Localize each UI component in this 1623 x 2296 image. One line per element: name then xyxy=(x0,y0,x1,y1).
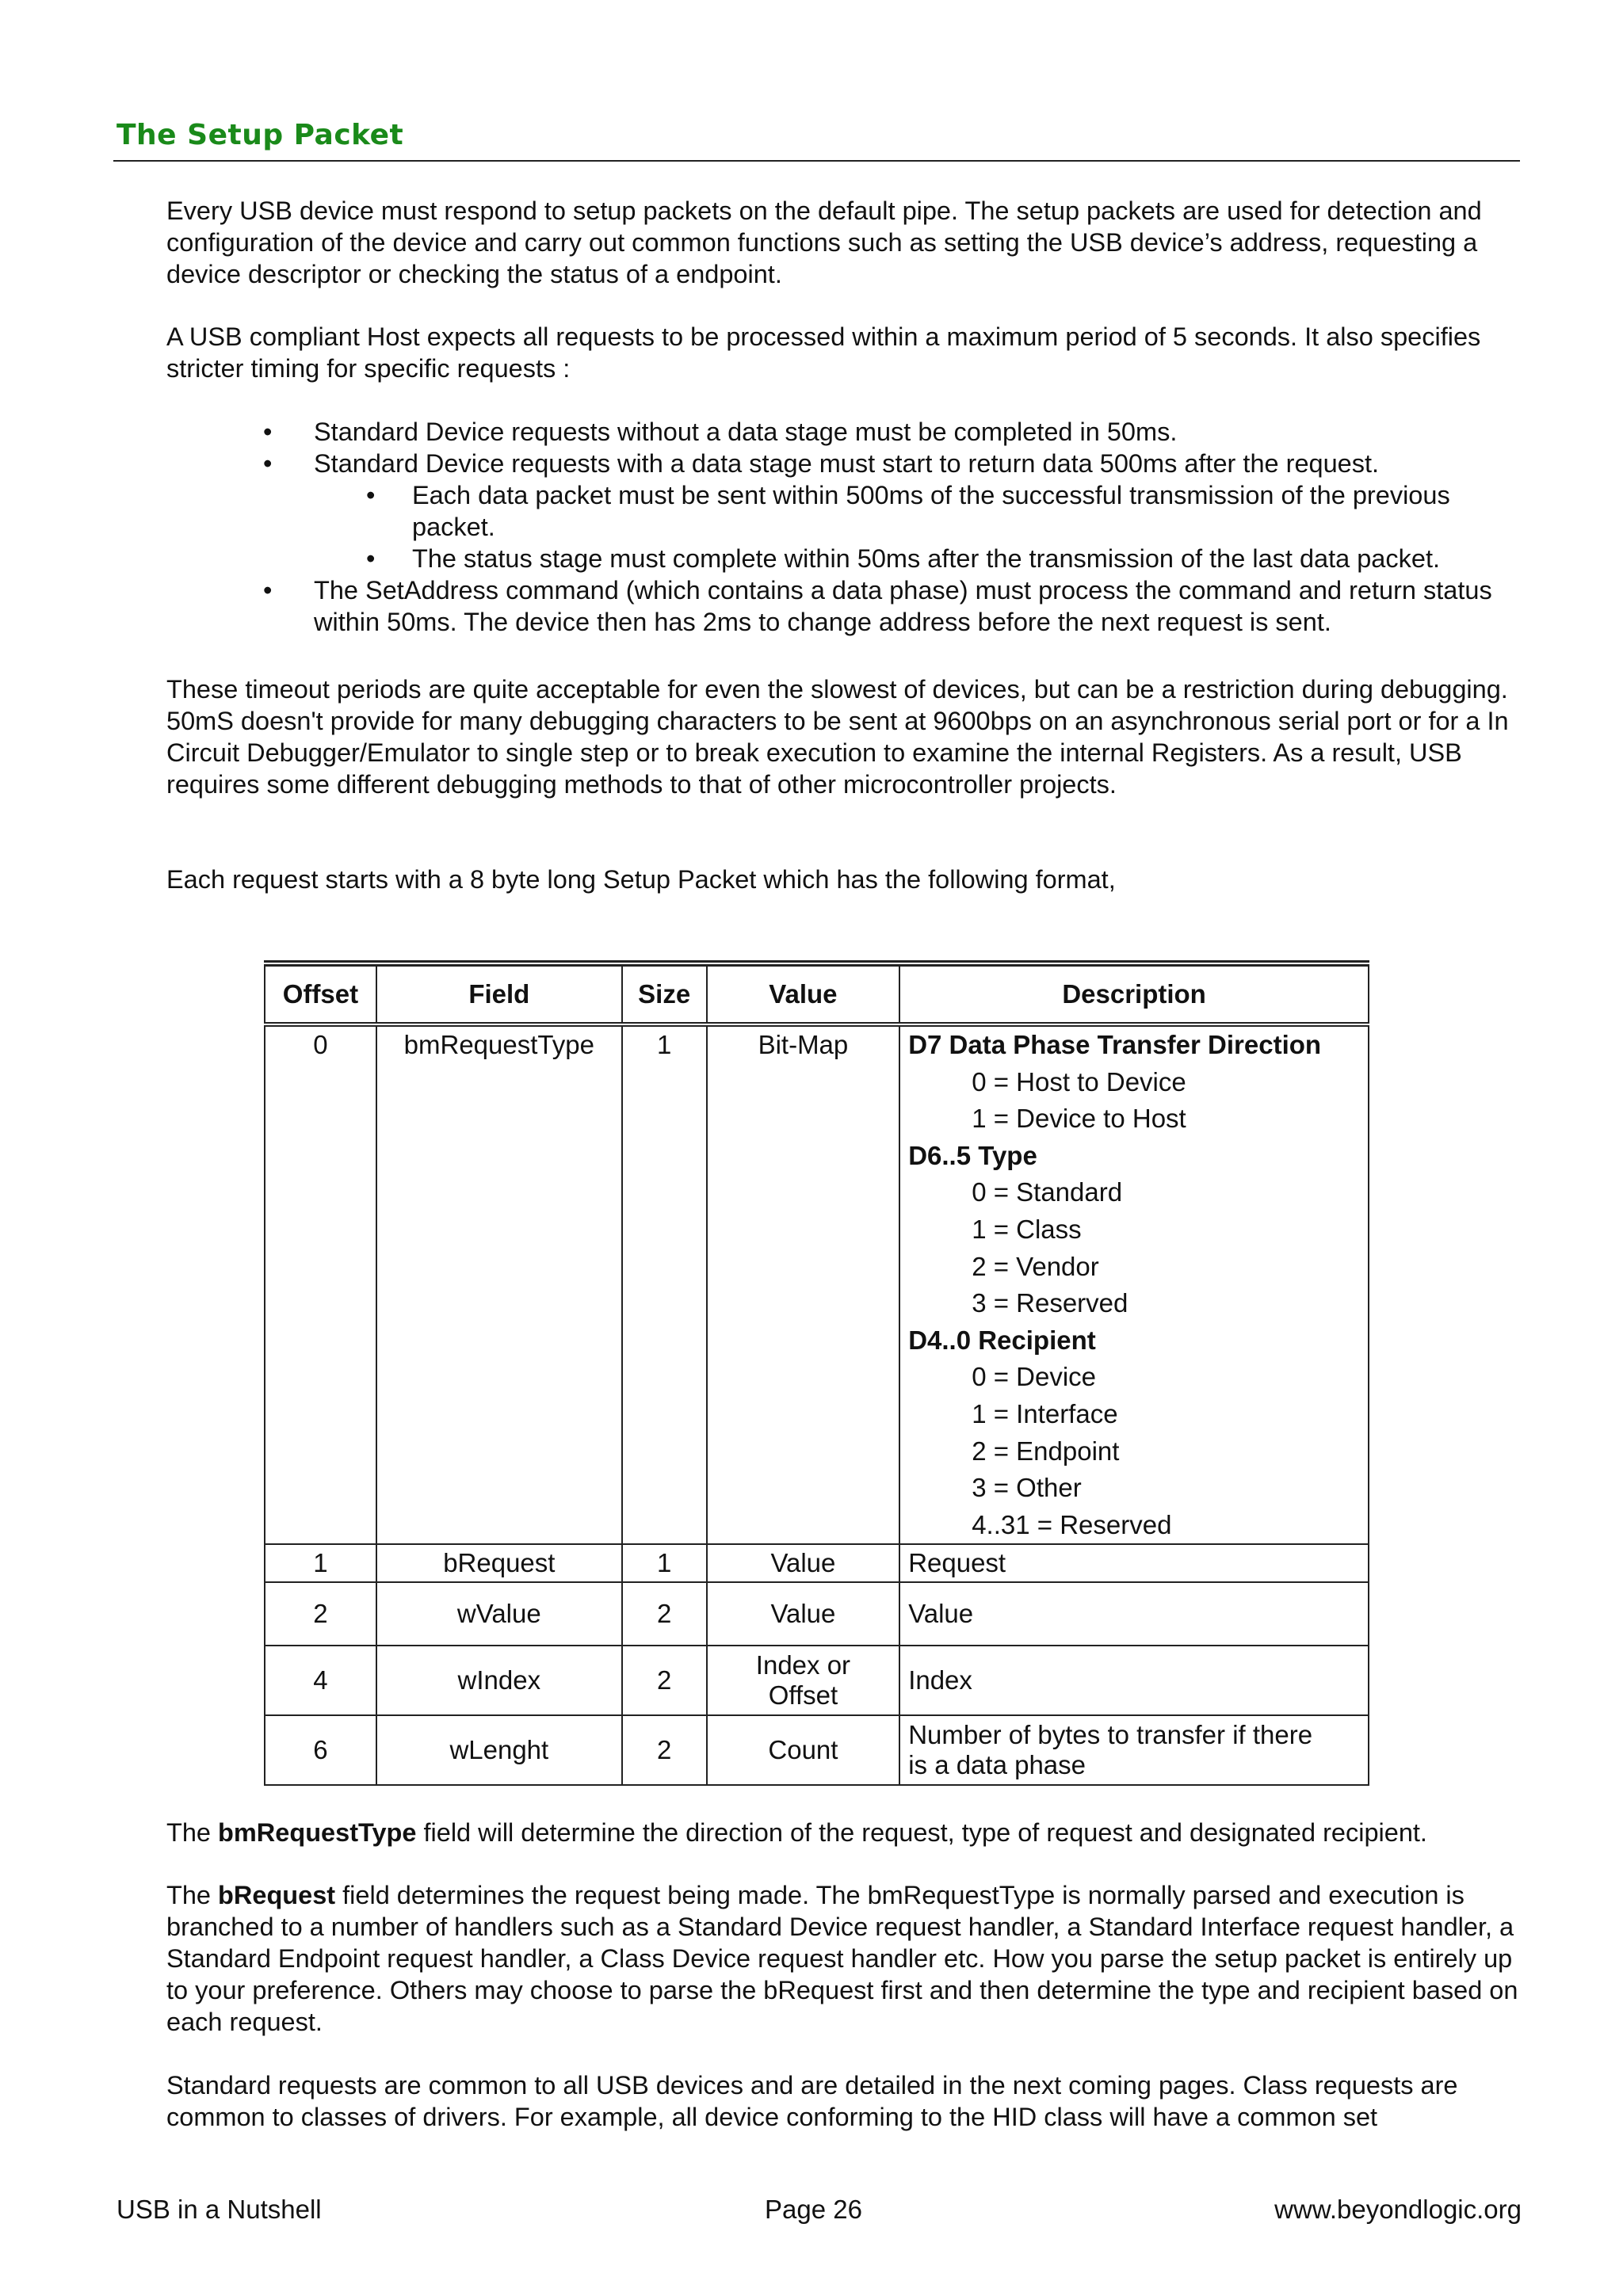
cell-description: Value xyxy=(899,1582,1369,1646)
cell-size: 1 xyxy=(622,1024,707,1544)
bullet-text: Standard Device requests with a data stage must start to return data 500ms after the request. xyxy=(314,449,1380,478)
sub-bullet-item xyxy=(166,543,1522,574)
cell-description xyxy=(899,1715,1369,1785)
bullet-dot: • xyxy=(366,481,376,509)
desc-item: 1 = Interface xyxy=(972,1398,1118,1428)
desc-heading: D4..0 Recipient xyxy=(908,1325,1096,1355)
paragraph-prefix: The xyxy=(166,1818,212,1847)
cell-field: wIndex xyxy=(376,1646,622,1715)
sub-bullet-item xyxy=(166,479,1522,543)
desc-item: 0 = Host to Device xyxy=(972,1066,1186,1097)
bullet-item xyxy=(166,416,1522,448)
bullet-dot: • xyxy=(263,449,273,478)
intro-paragraph: Every USB device must respond to setup packets on the default pipe. The setup packets are used for detection and configuration of the device and carry out common functions such as setting the USB device’s address, requesting a device descriptor or checking the status of a endpoint. xyxy=(166,196,1482,288)
cell-field: wValue xyxy=(376,1582,622,1646)
bullet-dot: • xyxy=(263,418,273,446)
cell-description xyxy=(899,1024,1369,1544)
debugging-paragraph: These timeout periods are quite acceptable for even the slowest of devices, but can be a restriction during debugging. 50mS doesn't provide for many debugging characters to be sent at 9600bps on an asynchronous serial port or for a In Circuit Debugger/Emulator to single step or to break execution to examine the internal Registers. As a result, USB requires some different debugging methods to that of other microcontroller projects. xyxy=(166,675,1509,799)
desc-item: 1 = Class xyxy=(972,1214,1082,1244)
cell-value-line: Offset xyxy=(768,1680,838,1711)
header-field: Field xyxy=(376,963,622,1024)
standard-requests-paragraph: Standard requests are common to all USB devices and are detailed in the next coming pages. Class requests are common to classes of drivers. For example, all device conforming to the HID class will have a common set xyxy=(166,2071,1458,2131)
cell-size: 2 xyxy=(622,1582,707,1646)
cell-description: Request xyxy=(899,1544,1369,1582)
cell-field: wLenght xyxy=(376,1715,622,1785)
cell-size: 2 xyxy=(622,1715,707,1785)
paragraph-prefix: The xyxy=(166,1881,212,1909)
desc-item: 3 = Other xyxy=(972,1473,1082,1503)
field-name-bold: bRequest xyxy=(218,1881,336,1909)
cell-field: bRequest xyxy=(376,1544,622,1582)
bmrequesttype-paragraph xyxy=(166,1817,1522,1848)
cell-value xyxy=(707,1646,900,1715)
header-description: Description xyxy=(899,963,1369,1024)
bullet-dot: • xyxy=(263,576,273,605)
footer-website: www.beyondlogic.org xyxy=(1274,2195,1522,2224)
cell-offset: 6 xyxy=(265,1715,376,1785)
bullet-text: The status stage must complete within 50ms after the transmission of the last data packet. xyxy=(412,544,1441,573)
bullet-text: Standard Device requests without a data stage must be completed in 50ms. xyxy=(314,418,1178,446)
cell-value: Bit-Map xyxy=(707,1024,900,1544)
bullet-item xyxy=(166,448,1522,479)
table-row xyxy=(265,1715,1369,1785)
paragraph-text: field determines the request being made. The bmRequestType is normally parsed and execution is branched to a number of handlers such as a Standard Device request handler, a Standard Interface request handler, a Standard Endpoint request handler, a Class Device request handler etc. How you parse the setup packet is entirely up to your preference. Others may choose to parse the bRequest first and then determine the type and recipient based on each request. xyxy=(166,1881,1518,2036)
table-row xyxy=(265,1582,1369,1646)
cell-offset: 0 xyxy=(265,1024,376,1544)
bullet-dot: • xyxy=(366,544,376,573)
timing-bullet-list xyxy=(166,416,1522,638)
cell-offset: 2 xyxy=(265,1582,376,1646)
cell-description: Index xyxy=(899,1646,1369,1715)
page-heading: The Setup Packet xyxy=(116,119,404,151)
cell-size: 1 xyxy=(622,1544,707,1582)
footer-page-number: Page 26 xyxy=(765,2195,862,2224)
field-name-bold: bmRequestType xyxy=(218,1818,417,1847)
heading-divider xyxy=(113,160,1520,162)
desc-item: 1 = Device to Host xyxy=(972,1104,1186,1134)
desc-item: 3 = Reserved xyxy=(972,1288,1128,1318)
cell-size: 2 xyxy=(622,1646,707,1715)
desc-item: 0 = Device xyxy=(972,1362,1097,1392)
header-size: Size xyxy=(622,963,707,1024)
brequest-paragraph xyxy=(166,1879,1522,2038)
setup-format-paragraph: Each request starts with a 8 byte long Setup Packet which has the following format, xyxy=(166,865,1116,894)
bullet-text: The SetAddress command (which contains a data phase) must process the command and return status within 50ms. The device then has 2ms to change address before the next request is sent. xyxy=(314,576,1492,636)
cell-value: Value xyxy=(707,1544,900,1582)
cell-value-line: Index or xyxy=(755,1650,851,1680)
cell-offset: 1 xyxy=(265,1544,376,1582)
table-row xyxy=(265,1544,1369,1582)
cell-value: Count xyxy=(707,1715,900,1785)
header-value: Value xyxy=(707,963,900,1024)
cell-description-line: is a data phase xyxy=(908,1750,1086,1780)
desc-item: 0 = Standard xyxy=(972,1177,1123,1207)
table-row xyxy=(265,1024,1369,1544)
cell-field: bmRequestType xyxy=(376,1024,622,1544)
paragraph-text: field will determine the direction of the request, type of request and designated recipient. xyxy=(416,1818,1427,1847)
table-row xyxy=(265,1646,1369,1715)
bullet-text: Each data packet must be sent within 500ms of the successful transmission of the previous packet. xyxy=(412,481,1450,541)
desc-heading: D7 Data Phase Transfer Direction xyxy=(908,1030,1322,1059)
timing-paragraph: A USB compliant Host expects all requests to be processed within a maximum period of 5 seconds. It also specifies stricter timing for specific requests : xyxy=(166,322,1481,383)
header-offset: Offset xyxy=(265,963,376,1024)
desc-item: 4..31 = Reserved xyxy=(972,1509,1172,1539)
cell-description-line: Number of bytes to transfer if there xyxy=(908,1720,1313,1750)
desc-item: 2 = Vendor xyxy=(972,1251,1099,1281)
bullet-item xyxy=(166,574,1522,638)
setup-packet-table xyxy=(264,960,1369,1786)
footer-title: USB in a Nutshell xyxy=(116,2195,322,2224)
desc-item: 2 = Endpoint xyxy=(972,1436,1120,1466)
cell-value: Value xyxy=(707,1582,900,1646)
table-header-row xyxy=(265,963,1369,1024)
desc-heading: D6..5 Type xyxy=(908,1140,1037,1170)
cell-offset: 4 xyxy=(265,1646,376,1715)
